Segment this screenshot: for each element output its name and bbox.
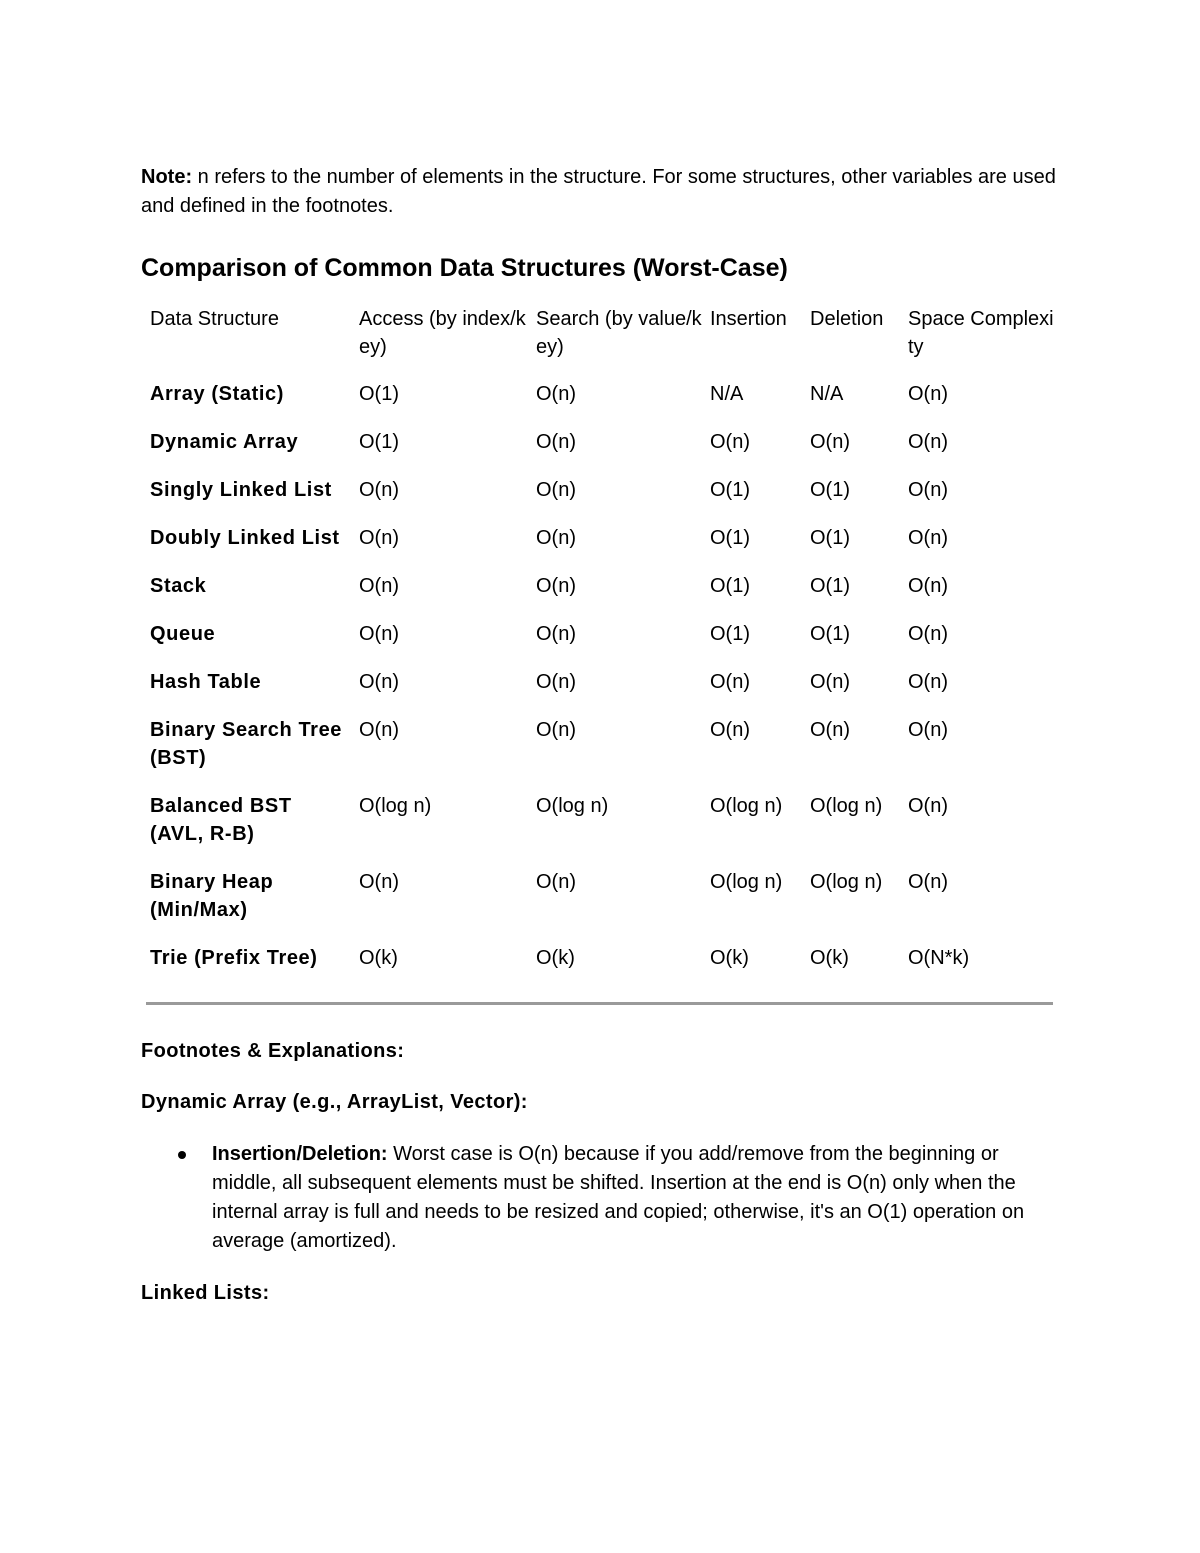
table-row	[142, 786, 1054, 862]
row-name: Hash Table	[150, 671, 262, 693]
cell-access: O(k)	[359, 947, 398, 969]
cell-access: O(n)	[359, 575, 399, 597]
footnotes-heading: Footnotes & Explanations:	[141, 1040, 405, 1062]
cell-access: O(n)	[359, 623, 399, 645]
cell-deletion: O(1)	[810, 575, 850, 597]
cell-space: O(n)	[908, 575, 948, 597]
page-title: Comparison of Common Data Structures (Worst-Case)	[141, 254, 788, 282]
table-row	[142, 614, 1054, 662]
cell-access: O(n)	[359, 871, 399, 893]
cell-deletion: O(1)	[810, 527, 850, 549]
table-row	[142, 710, 1054, 786]
horizontal-rule	[146, 1002, 1053, 1005]
cell-space: O(n)	[908, 623, 948, 645]
cell-insertion: O(n)	[710, 671, 750, 693]
table-row	[142, 938, 1054, 986]
cell-search: O(log n)	[536, 795, 609, 817]
cell-space: O(n)	[908, 431, 948, 453]
cell-search: O(n)	[536, 871, 576, 893]
table-row	[142, 518, 1054, 566]
cell-deletion: O(log n)	[810, 795, 883, 817]
list-item	[212, 1140, 1061, 1256]
row-name: Queue	[150, 623, 216, 645]
cell-access: O(n)	[359, 719, 399, 741]
row-name: Array (Static)	[150, 383, 284, 405]
cell-space: O(n)	[908, 871, 948, 893]
cell-space: O(n)	[908, 527, 948, 549]
cell-deletion: O(n)	[810, 671, 850, 693]
cell-search: O(n)	[536, 671, 576, 693]
cell-search: O(n)	[536, 479, 576, 501]
cell-search: O(n)	[536, 383, 576, 405]
row-name: Stack	[150, 575, 207, 597]
document-page	[141, 163, 1061, 1307]
dynamic-array-heading: Dynamic Array (e.g., ArrayList, Vector):	[141, 1091, 528, 1113]
table-header-row	[142, 299, 1054, 374]
row-name: Doubly Linked List	[150, 527, 340, 549]
row-name: Dynamic Array	[150, 431, 299, 453]
cell-space: O(n)	[908, 383, 948, 405]
cell-space: O(n)	[908, 719, 948, 741]
cell-access: O(n)	[359, 479, 399, 501]
cell-search: O(n)	[536, 527, 576, 549]
note-paragraph	[141, 163, 1061, 221]
row-name: Trie (Prefix Tree)	[150, 947, 318, 969]
cell-insertion: O(1)	[710, 527, 750, 549]
cell-deletion: N/A	[810, 383, 844, 405]
bullet-label: Insertion/Deletion:	[212, 1143, 388, 1165]
cell-insertion: O(1)	[710, 479, 750, 501]
cell-deletion: O(log n)	[810, 871, 883, 893]
cell-insertion: O(1)	[710, 575, 750, 597]
table-row	[142, 470, 1054, 518]
cell-insertion: O(1)	[710, 623, 750, 645]
row-name: Balanced BST (AVL, R-B)	[150, 795, 292, 845]
bullet-text: Worst case is O(n) because if you add/remove from the beginning or middle, all subsequent elements must be shifted. Insertion at the end is O(n) only when the internal array is full and needs to be resized and copied; otherwise, it's an O(1) operation on average (amortized).	[212, 1143, 1025, 1252]
cell-insertion: O(n)	[710, 431, 750, 453]
cell-deletion: O(n)	[810, 719, 850, 741]
table-row	[142, 374, 1054, 422]
table-row	[142, 662, 1054, 710]
table-row	[142, 566, 1054, 614]
cell-access: O(1)	[359, 383, 399, 405]
cell-insertion: N/A	[710, 383, 744, 405]
cell-deletion: O(1)	[810, 623, 850, 645]
row-name: Binary Heap (Min/Max)	[150, 871, 274, 921]
cell-insertion: O(log n)	[710, 795, 783, 817]
cell-space: O(N*k)	[908, 947, 970, 969]
table-row	[142, 422, 1054, 470]
cell-insertion: O(n)	[710, 719, 750, 741]
cell-search: O(k)	[536, 947, 575, 969]
cell-access: O(n)	[359, 671, 399, 693]
cell-access: O(log n)	[359, 795, 432, 817]
cell-insertion: O(log n)	[710, 871, 783, 893]
cell-search: O(n)	[536, 719, 576, 741]
cell-deletion: O(n)	[810, 431, 850, 453]
note-text: n refers to the number of elements in the structure. For some structures, other variables are used and defined in the footnotes.	[141, 166, 1056, 217]
header-deletion: Deletion	[810, 308, 884, 330]
cell-access: O(1)	[359, 431, 399, 453]
cell-search: O(n)	[536, 431, 576, 453]
bullet-icon	[178, 1151, 186, 1159]
row-name: Binary Search Tree (BST)	[150, 719, 343, 769]
header-access: Access (by index/key)	[359, 308, 526, 358]
cell-space: O(n)	[908, 479, 948, 501]
header-search: Search (by value/key)	[536, 308, 702, 358]
cell-deletion: O(k)	[810, 947, 849, 969]
cell-search: O(n)	[536, 575, 576, 597]
cell-deletion: O(1)	[810, 479, 850, 501]
table-row	[142, 862, 1054, 938]
row-name: Singly Linked List	[150, 479, 332, 501]
cell-search: O(n)	[536, 623, 576, 645]
header-space: Space Complexity	[908, 308, 1054, 358]
cell-insertion: O(k)	[710, 947, 749, 969]
comparison-table	[142, 299, 1054, 986]
note-label: Note:	[141, 166, 193, 188]
header-insertion: Insertion	[710, 308, 787, 330]
cell-space: O(n)	[908, 671, 948, 693]
cell-access: O(n)	[359, 527, 399, 549]
header-data-structure: Data Structure	[150, 308, 279, 330]
dynamic-array-list	[141, 1140, 1061, 1256]
linked-lists-heading: Linked Lists:	[141, 1282, 270, 1304]
cell-space: O(n)	[908, 795, 948, 817]
